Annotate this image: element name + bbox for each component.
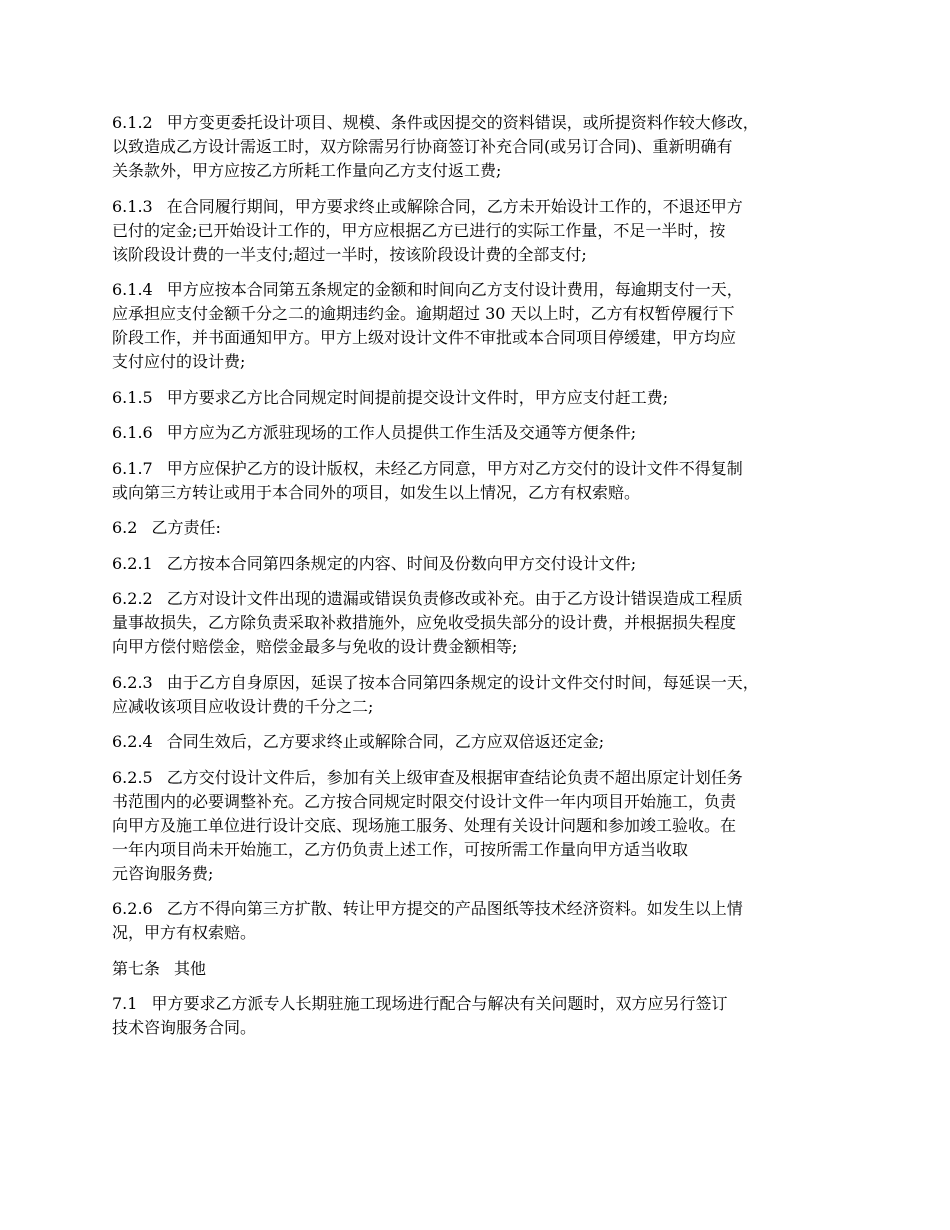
clause-paragraph [112,195,857,267]
clause-paragraph [112,897,857,945]
clause-line [112,695,857,719]
clause-line [112,421,857,445]
clause-text: 乙方按本合同第四条规定的内容、时间及份数向甲方交付设计文件; [166,553,637,573]
clause-text: 由于乙方自身原因，延误了按本合同第四条规定的设计文件交付时间，每延误一天， [166,672,759,692]
clause-line [112,516,857,540]
clause-paragraph [112,516,857,540]
clause-paragraph [112,386,857,410]
clause-line [112,243,857,267]
clause-text: 甲方应为乙方派驻现场的工作人员提供工作生活及交通等方便条件; [166,423,637,442]
clause-line [112,838,857,862]
clause-paragraph [112,730,857,754]
clause-text: 阶段工作，并书面通知甲方。甲方上级对设计文件不审批或本合同项目停缓建，甲方均应 [112,328,737,347]
clause-text: 乙方对设计文件出现的遗漏或错误负责修改或补充。由于乙方设计错误造成工程质 [166,589,743,608]
clause-line [112,766,857,790]
clause-text: 其他 [174,958,207,978]
clause-number: 6.1.6 [112,423,153,442]
clause-line [112,635,857,659]
clause-number: 6.2.1 [112,553,153,573]
clause-text: 应减收该项目应收设计费的千分之二; [112,696,374,716]
clause-text: 量事故损失，乙方除负责采取补救措施外，应免收受损失部分的设计费，并根据损失程度 [112,613,737,632]
clause-number: 6.1.5 [112,387,153,407]
clause-line [112,111,857,135]
clause-text: 或向第三方转让或用于本合同外的项目，如发生以上情况，乙方有权索赔。 [112,482,641,502]
clause-text: 向甲方及施工单位进行设计交底、现场施工服务、处理有关设计问题和参加竣工验收。在 [112,815,737,835]
clause-paragraph [112,111,857,183]
clause-number: 6.2.6 [112,899,153,918]
clause-line [112,135,857,159]
clause-paragraph [112,587,857,659]
clause-text: 甲方要求乙方派专人长期驻施工现场进行配合与解决有关问题时，双方应另行签订 [151,994,728,1013]
clause-line [112,790,857,814]
clause-text: 甲方应按本合同第五条规定的金额和时间向乙方支付设计费用，每逾期支付一天， [166,280,743,299]
clause-number: 6.2.5 [112,767,153,787]
clause-number: 6.2.3 [112,672,153,692]
clause-line [112,326,857,350]
clause-line [112,814,857,838]
clause-line [112,278,857,302]
clause-number: 6.1.4 [112,280,153,299]
clause-line [112,897,857,921]
clause-text: 乙方不得向第三方扩散、转让甲方提交的产品图纸等技术经济资料。如发生以上情 [166,899,743,918]
clause-text: 关条款外，甲方应按乙方所耗工作量向乙方支付返工费; [112,161,502,180]
clause-text: 应承担应支付金额千分之二的逾期违约金。逾期超过 30 天以上时，乙方有权暂停履行下 [112,304,735,323]
clause-line [112,921,857,945]
clause-line [112,730,857,754]
clause-number: 6.1.2 [112,113,153,132]
clause-text: 甲方要求乙方比合同规定时间提前提交设计文件时，甲方应支付赶工费; [166,387,669,407]
clause-text: 该阶段设计费的一半支付;超过一半时，按该阶段设计费的全部支付; [112,244,587,264]
clause-number: 6.1.3 [112,196,153,216]
clause-line [112,195,857,219]
clause-text: 况，甲方有权索赔。 [112,923,257,942]
clause-number: 7.1 [112,994,138,1013]
clause-line [112,159,857,183]
clause-line [112,302,857,326]
clause-paragraph [112,766,857,886]
clause-line [112,219,857,243]
document-body [112,111,857,1052]
clause-line [112,350,857,374]
clause-line [112,611,857,635]
clause-number: 第七条 [112,958,161,978]
clause-text: 书范围内的必要调整补充。乙方按合同规定时限交付设计文件一年内项目开始施工，负责 [112,791,737,811]
clause-number: 6.2.2 [112,589,153,608]
clause-line [112,457,857,481]
clause-paragraph [112,552,857,576]
clause-line [112,1016,857,1040]
clause-number: 6.2.4 [112,732,153,751]
clause-text: 向甲方偿付赔偿金，赔偿金最多与免收的设计费金额相等; [112,637,518,656]
clause-text: 甲方应保护乙方的设计版权，未经乙方同意，甲方对乙方交付的设计文件不得复制 [166,458,743,478]
clause-line [112,552,857,576]
clause-text: 以致造成乙方设计需返工时，双方除需另行协商签订补充合同(或另订合同)、重新明确有 [112,137,733,156]
clause-text: 合同生效后，乙方要求终止或解除合同，乙方应双倍返还定金; [166,732,605,751]
clause-text: 技术咨询服务合同。 [112,1018,257,1037]
clause-paragraph [112,957,857,981]
clause-number: 6.1.7 [112,458,153,478]
clause-text: 乙方责任: [151,518,221,537]
clause-line [112,992,857,1016]
clause-text: 元咨询服务费; [112,863,214,883]
clause-text: 已付的定金;已开始设计工作的，甲方应根据乙方已进行的实际工作量，不足一半时，按 [112,220,726,240]
clause-number: 6.2 [112,518,138,537]
clause-line [112,386,857,410]
clause-text: 支付应付的设计费; [112,352,246,371]
clause-text: 甲方变更委托设计项目、规模、条件或因提交的资料错误，或所提资料作较大修改， [166,113,759,132]
clause-paragraph [112,278,857,374]
clause-paragraph [112,457,857,505]
clause-line [112,481,857,505]
clause-line [112,671,857,695]
clause-line [112,957,857,981]
clause-text: 在合同履行期间，甲方要求终止或解除合同，乙方未开始设计工作的，不退还甲方 [166,196,743,216]
clause-paragraph [112,992,857,1040]
clause-text: 一年内项目尚未开始施工，乙方仍负责上述工作，可按所需工作量向甲方适当收取 [112,839,689,859]
clause-line [112,587,857,611]
clause-paragraph [112,671,857,719]
clause-line [112,862,857,886]
clause-paragraph [112,421,857,445]
clause-text: 乙方交付设计文件后，参加有关上级审查及根据审查结论负责不超出原定计划任务 [166,767,743,787]
